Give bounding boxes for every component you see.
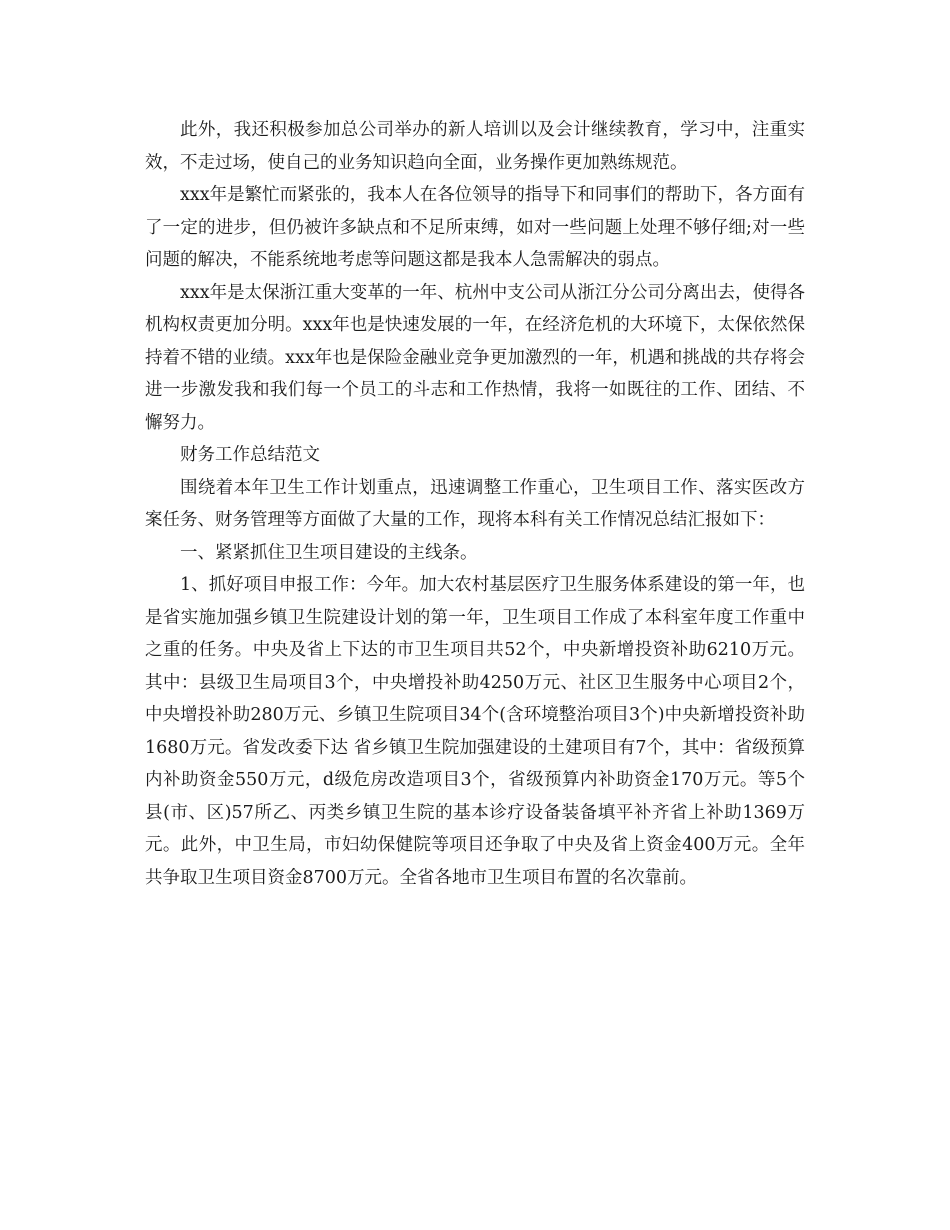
paragraph-intro: 围绕着本年卫生工作计划重点，迅速调整工作重心，卫生项目工作、落实医改方案任务、财务管理等方面做了大量的工作，现将本科有关工作情况总结汇报如下：: [145, 477, 805, 530]
paragraph-training: 此外，我还积极参加总公司举办的新人培训以及会计继续教育，学习中，注重实效，不走过场，使自己的业务知识趋向全面，业务操作更加熟练规范。: [145, 120, 805, 173]
section-heading-1: 一、紧紧抓住卫生项目建设的主线条。: [180, 542, 478, 563]
document-page: [145, 114, 805, 894]
paragraph-self-assessment: xxx年是繁忙而紧张的，我本人在各位领导的指导下和同事们的帮助下，各方面有了一定的进步，但仍被许多缺点和不足所束缚，如对一些问题上处理不够仔细;对一些问题的解决，不能系统地考虑等问题这都是我本人急需解决的弱点。: [145, 185, 805, 270]
section-title: 财务工作总结范文: [180, 445, 320, 465]
paragraph-company-outlook: xxx年是太保浙江重大变革的一年、杭州中支公司从浙江分公司分离出去，使得各机构权责更加分明。xxx年也是快速发展的一年，在经济危机的大环境下，太保依然保持着不错的业绩。xxx年也是保险金融业竞争更加激烈的一年，机遇和挑战的共存将会进一步激发我和我们每一个员工的斗志和工作热情，我将一如既往的工作、团结、不懈努力。: [145, 282, 805, 433]
paragraph-project-application: 1、抓好项目申报工作：今年。加大农村基层医疗卫生服务体系建设的第一年，也是省实施加强乡镇卫生院建设计划的第一年，卫生项目工作成了本科室年度工作重中之重的任务。中央及省上下达的市卫生项目共52个，中央新增投资补助6210万元。其中：县级卫生局项目3个，中央增投补助4250万元、社区卫生服务中心项目2个，中央增投补助280万元、乡镇卫生院项目34个(含环境整治项目3个)中央新增投资补助1680万元。省发改委下达 省乡镇卫生院加强建设的土建项目有7个，其中：省级预算内补助资金550万元，d级危房改造项目3个，省级预算内补助资金170万元。等5个县(市、区)57所乙、丙类乡镇卫生院的基本诊疗设备装备填平补齐省上补助1369万元。此外，中卫生局，市妇幼保健院等项目还争取了中央及省上资金400万元。全年共争取卫生项目资金8700万元。全省各地市卫生项目布置的名次靠前。: [145, 575, 805, 888]
